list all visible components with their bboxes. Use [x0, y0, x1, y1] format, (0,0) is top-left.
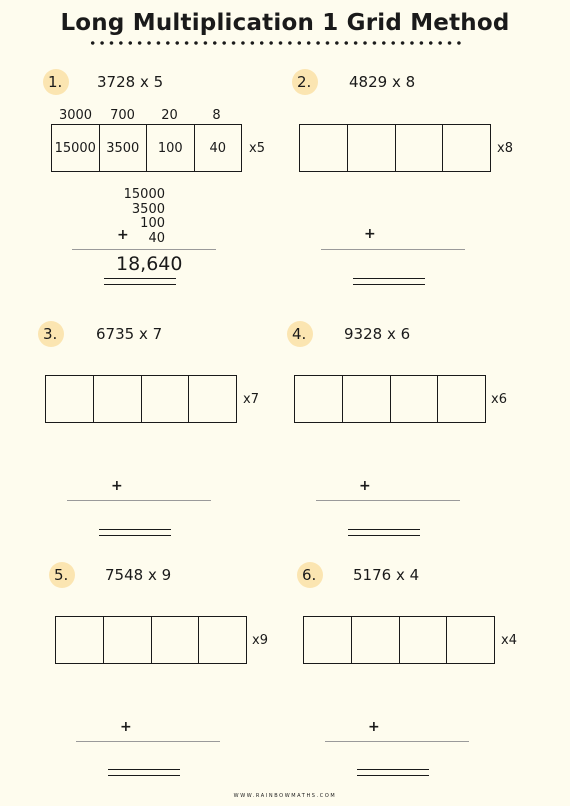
- problem-2-cell[interactable]: [396, 125, 444, 171]
- problem-2-number-badge: 2.: [292, 69, 318, 95]
- problem-1-partial: 40: [148, 230, 165, 246]
- problem-1-partial-sums: [105, 188, 165, 246]
- problem-5-number-badge: 5.: [49, 562, 75, 588]
- problem-5-plus-sign: +: [120, 719, 132, 735]
- problem-1-answer-double-line: [104, 278, 176, 285]
- problem-4-sum-line: [316, 500, 460, 501]
- problem-3-sum-line: [67, 500, 211, 501]
- problem-1-grid: [51, 124, 242, 172]
- problem-2-grid: [299, 124, 491, 172]
- problem-1-header-ones: 8: [212, 108, 221, 123]
- problem-6-plus-sign: +: [368, 719, 380, 735]
- problem-3-multiplier-label: x7: [243, 392, 259, 407]
- problem-6-multiplier-label: x4: [501, 633, 517, 648]
- problem-1-partial: 3500: [131, 201, 165, 217]
- problem-3-expression: 6735 x 7: [96, 325, 163, 343]
- problem-6-sum-line: [325, 741, 469, 742]
- problem-3-answer-double-line[interactable]: [99, 529, 171, 536]
- problem-1-cell[interactable]: 40: [209, 140, 227, 156]
- problem-4-cell[interactable]: [295, 376, 343, 422]
- problem-6-cell[interactable]: [447, 617, 494, 663]
- problem-6-cell[interactable]: [304, 617, 352, 663]
- problem-1-multiplier-label: x5: [249, 141, 265, 156]
- footer-website: WWW.RAINBOWMATHS.COM: [233, 793, 337, 799]
- problem-2-multiplier-label: x8: [497, 141, 513, 156]
- problem-3-plus-sign: +: [111, 478, 123, 494]
- problem-4-grid: [294, 375, 486, 423]
- problem-1-cell[interactable]: 3500: [100, 125, 148, 171]
- problem-1-cell[interactable]: 100: [147, 125, 195, 171]
- problem-5-sum-line: [76, 741, 220, 742]
- problem-1-number-badge: 1.: [43, 69, 69, 95]
- problem-5-cell[interactable]: [199, 617, 246, 663]
- problem-4-cell[interactable]: [343, 376, 391, 422]
- problem-5-answer-double-line[interactable]: [108, 769, 180, 776]
- problem-1-header-thousands: 3000: [58, 108, 93, 123]
- problem-1-answer[interactable]: 18,640: [116, 253, 183, 275]
- problem-2-expression: 4829 x 8: [349, 73, 416, 91]
- problem-6-number-badge: 6.: [297, 562, 323, 588]
- problem-3-cell[interactable]: [142, 376, 190, 422]
- problem-6-answer-double-line[interactable]: [357, 769, 429, 776]
- problem-6-grid: [303, 616, 495, 664]
- problem-1-partial: 100: [140, 216, 165, 231]
- problem-2-cell[interactable]: [348, 125, 396, 171]
- problem-1-sum-line: [72, 249, 216, 250]
- problem-5-multiplier-label: x9: [252, 633, 268, 648]
- problem-2-cell[interactable]: [443, 125, 490, 171]
- problem-4-multiplier-label: x6: [491, 392, 507, 407]
- problem-4-answer-double-line[interactable]: [348, 529, 420, 536]
- problem-3-cell[interactable]: [94, 376, 142, 422]
- problem-3-cell[interactable]: [46, 376, 94, 422]
- problem-5-grid: [55, 616, 247, 664]
- problem-4-number-badge: 4.: [287, 321, 313, 347]
- page-title: Long Multiplication 1 Grid Method: [60, 10, 510, 36]
- problem-4-cell[interactable]: [391, 376, 439, 422]
- problem-5-cell[interactable]: [152, 617, 200, 663]
- problem-2-plus-sign: +: [364, 226, 376, 242]
- problem-1-partial: 15000: [123, 187, 165, 202]
- problem-6-cell[interactable]: [400, 617, 448, 663]
- problem-6-expression: 5176 x 4: [353, 566, 420, 584]
- problem-4-expression: 9328 x 6: [344, 325, 411, 343]
- problem-2-answer-double-line[interactable]: [353, 278, 425, 285]
- problem-4-cell[interactable]: [438, 376, 485, 422]
- problem-3-grid: [45, 375, 237, 423]
- problem-5-cell[interactable]: [56, 617, 104, 663]
- problem-3-number-badge: 3.: [38, 321, 64, 347]
- title-dotted-underline: [88, 40, 464, 46]
- problem-6-cell[interactable]: [352, 617, 400, 663]
- problem-2-cell[interactable]: [300, 125, 348, 171]
- problem-1-header-hundreds: 700: [110, 108, 135, 123]
- problem-1-expression: 3728 x 5: [97, 73, 164, 91]
- problem-5-cell[interactable]: [104, 617, 152, 663]
- problem-4-plus-sign: +: [359, 478, 371, 494]
- problem-1-plus-sign: +: [117, 227, 129, 243]
- problem-2-sum-line: [321, 249, 465, 250]
- problem-1-cell[interactable]: 15000: [52, 125, 100, 171]
- problem-3-cell[interactable]: [189, 376, 236, 422]
- problem-1-header-tens: 20: [161, 108, 178, 123]
- problem-5-expression: 7548 x 9: [105, 566, 172, 584]
